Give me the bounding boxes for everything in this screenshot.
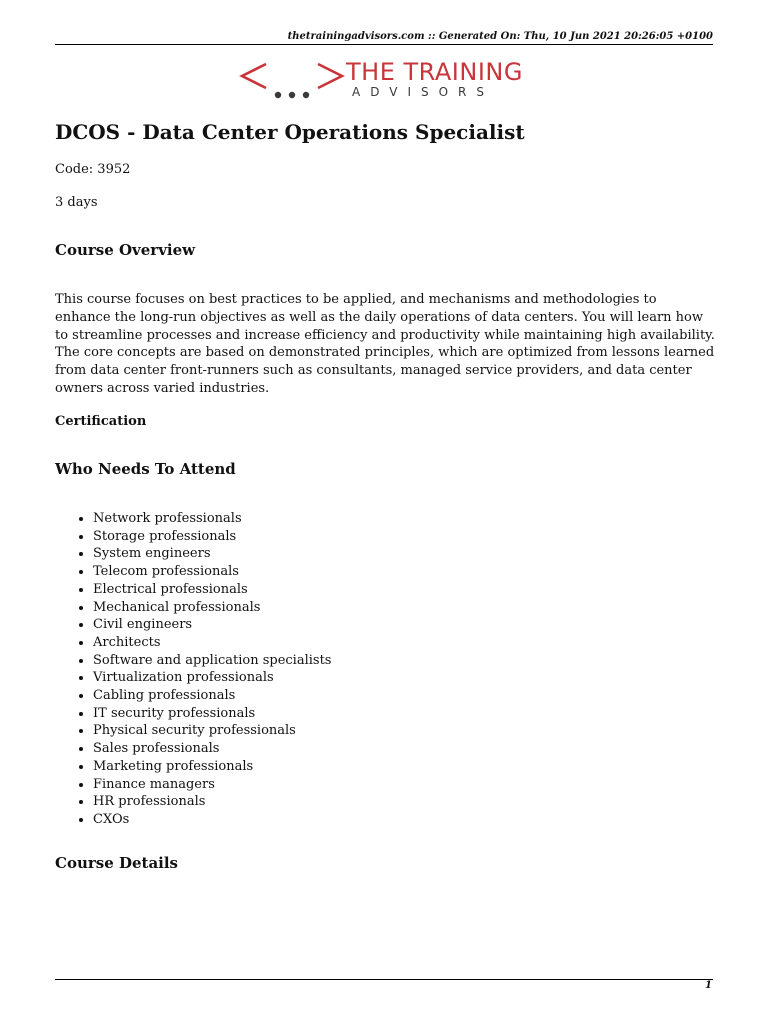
list-item: • Mechanical professionals [93,599,331,617]
overview-text: This course focuses on best practices to be applied, and mechanisms and methodologies to enhance the long-run objectives as well as the daily operations of data centers. You will learn how to streamline processes and increase efficiency and productivity while maintaining high availability. The core concepts are based on demonstrated principles, which are optimized from lessons learned from data center front-runners such as consultants, managed service providers, and data center owners across varied industries. [55,292,715,396]
list-item: • Finance managers [93,776,331,794]
list-item: • Storage professionals [93,528,331,546]
list-item: • Civil engineers [93,616,331,634]
course-code: Code: 3952 [55,162,131,177]
list-item: • IT security professionals [93,705,331,723]
list-item: • Architects [93,634,331,652]
details-heading: Course Details [55,854,179,872]
footer-divider [55,979,713,980]
attendee-list [75,510,331,829]
logo-title: THE TRAINING [346,58,523,86]
list-item: • Software and application specialists [93,652,331,670]
course-duration: 3 days [55,195,98,210]
list-item: • HR professionals [93,793,331,811]
list-item: • CXOs [93,811,331,829]
course-title: DCOS - Data Center Operations Specialist [55,120,525,144]
list-item: • Virtualization professionals [93,669,331,687]
logo-subtitle: ADVISORS [352,85,495,99]
logo-bracket-icon [238,58,348,104]
list-item: • Telecom professionals [93,563,331,581]
company-logo [238,58,528,104]
page-header-text: thetrainingadvisors.com :: Generated On: Thu, 10 Jun 2021 20:26:05 +0100 [287,31,713,42]
header-divider [55,44,713,45]
list-item: • Cabling professionals [93,687,331,705]
list-item: • System engineers [93,545,331,563]
page-number: 1 [705,980,712,991]
list-item: • Electrical professionals [93,581,331,599]
list-item: • Network professionals [93,510,331,528]
list-item: • Physical security professionals [93,722,331,740]
certification-heading: Certification [55,414,147,429]
list-item: • Marketing professionals [93,758,331,776]
attend-heading: Who Needs To Attend [55,460,236,478]
list-item: • Sales professionals [93,740,331,758]
overview-heading: Course Overview [55,241,196,259]
